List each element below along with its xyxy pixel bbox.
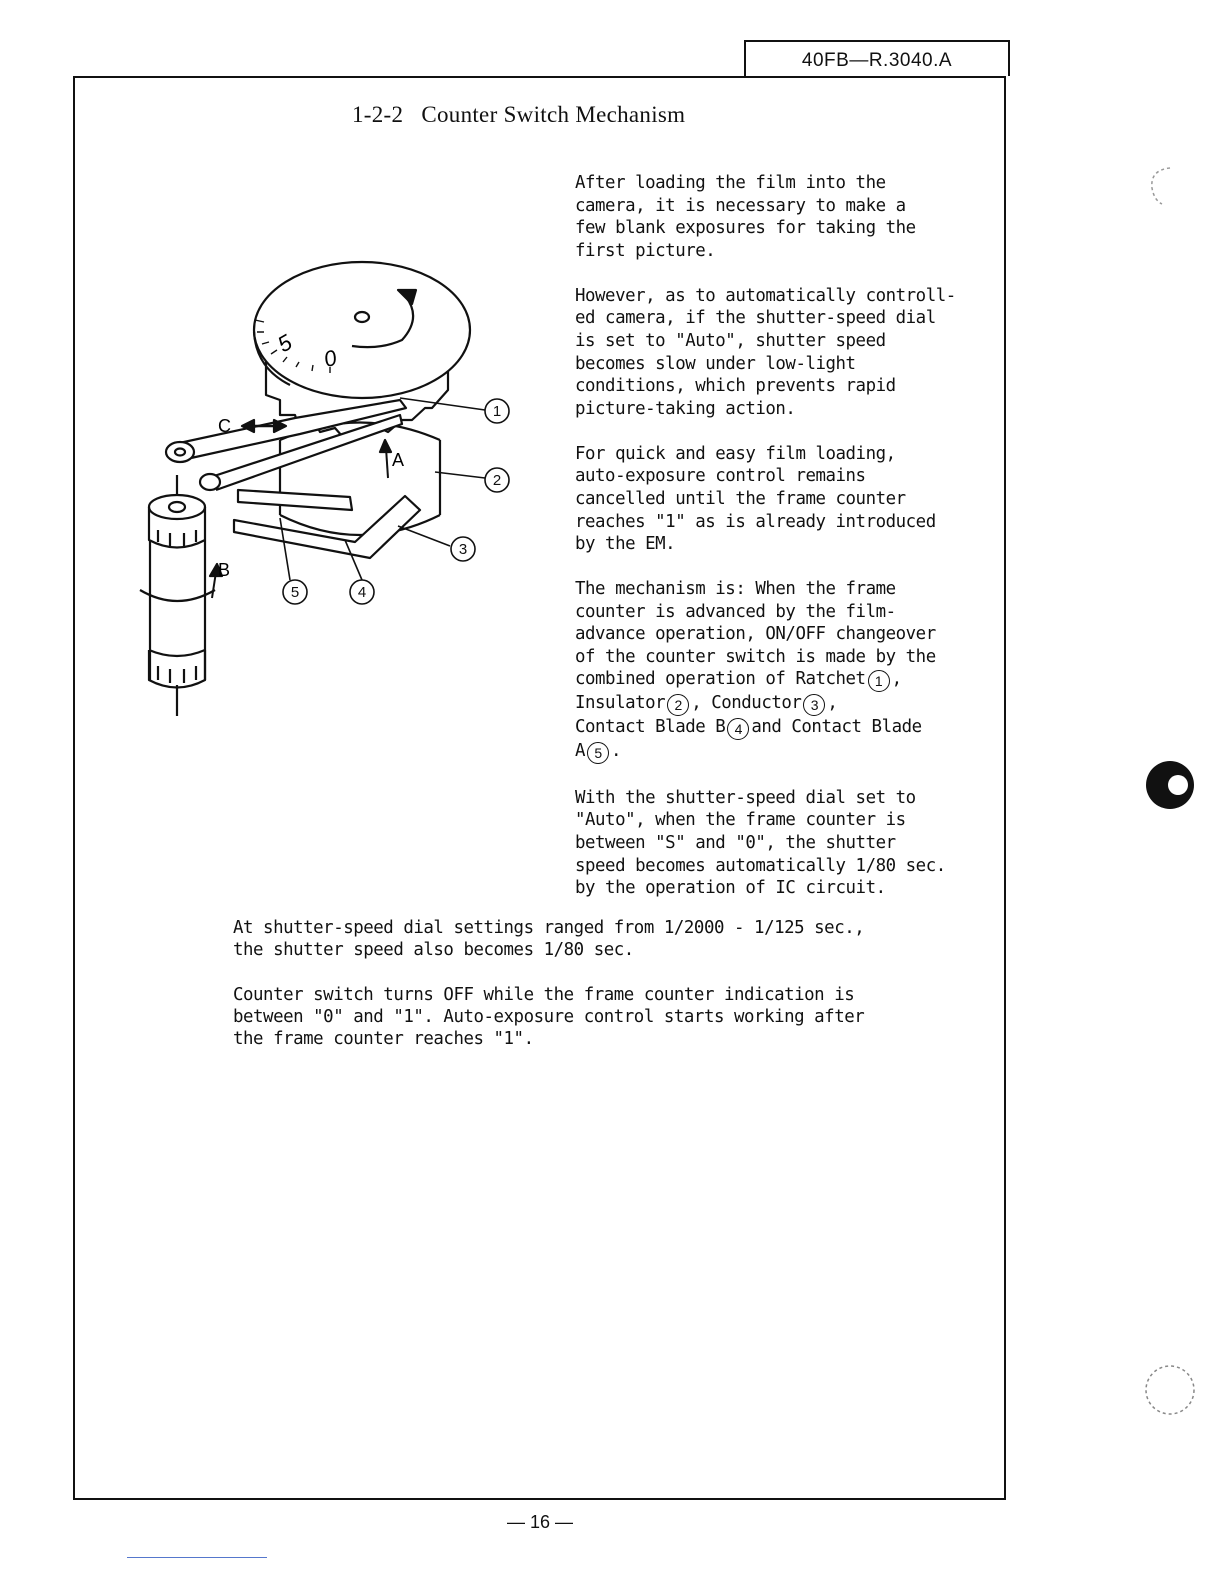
arrow-label-c: C xyxy=(218,416,231,436)
part-contact-blade-a: and Contact Blade xyxy=(751,717,922,738)
paragraph-1: After loading the film into the camera, it is necessary to make a few blank exposures for taking the first picture. xyxy=(575,173,916,261)
part-conductor: , Conductor xyxy=(691,693,802,714)
right-column-text xyxy=(575,172,995,922)
document-code: 40FB—R.3040.A xyxy=(744,40,1010,76)
binder-hole-mark-3 xyxy=(1140,1360,1200,1420)
paragraph-2: However, as to automatically controll- ed camera, if the shutter-speed dial is set to "Auto", shutter speed becomes slow under low-light conditions, which prevents rapid picture-taking action. xyxy=(575,285,956,419)
section-number: 1-2-2 xyxy=(352,102,404,127)
paragraph-3: For quick and easy film loading, auto-exposure control remains cancelled until the frame counter reaches "1" as is already introduced by the EM. xyxy=(575,443,936,555)
bottom-rule xyxy=(127,1557,267,1558)
callout-ref-3: 3 xyxy=(803,694,825,716)
callout-1: 1 xyxy=(492,403,502,420)
part-insulator: Insulator xyxy=(575,693,666,714)
callout-ref-2: 2 xyxy=(667,694,689,716)
callout-3: 3 xyxy=(458,541,468,558)
section-title: Counter Switch Mechanism xyxy=(421,102,686,127)
paragraph-7: Counter switch turns OFF while the frame counter indication is between "0" and "1". Auto-exposure control starts working after the frame counter reaches "1". xyxy=(233,984,865,1049)
callout-ref-4: 4 xyxy=(727,718,749,740)
arrow-label-a: A xyxy=(392,450,405,470)
section-heading xyxy=(352,102,685,128)
callout-5: 5 xyxy=(290,584,300,601)
part-contact-blade-a-letter: A xyxy=(575,741,586,762)
counter-switch-diagram xyxy=(130,250,530,720)
full-width-text xyxy=(233,917,993,1072)
paragraph-4-intro: The mechanism is: When the frame counter is advanced by the film- advance operation, ON/OFF changeover of the counter switch is made by the combined operation of Ratchet xyxy=(575,579,936,690)
page-number: — 16 — xyxy=(506,1512,574,1532)
paragraph-4: The mechanism is: When the frame counter is advanced by the film- advance operation, ON/OFF changeover of the counter switch is made by the combined operation of Ratchet 1 , Insulator 2 , Conductor 3 , Contact Blade B 4 and Contact Blade A 5 . xyxy=(575,578,995,764)
binder-hole-mark-2 xyxy=(1140,755,1200,815)
callout-2: 2 xyxy=(492,472,502,489)
callout-ref-5: 5 xyxy=(587,742,609,764)
paragraph-6: At shutter-speed dial settings ranged from 1/2000 - 1/125 sec., the shutter speed also becomes 1/80 sec. xyxy=(233,918,865,961)
paragraph-5: With the shutter-speed dial set to "Auto", when the frame counter is between "S" and "0", the shutter speed becomes automatically 1/80 sec. by the operation of IC circuit. xyxy=(575,787,946,899)
part-contact-blade-b: Contact Blade B xyxy=(575,717,726,738)
callout-ref-1: 1 xyxy=(868,670,890,692)
binder-hole-mark-1 xyxy=(1140,160,1180,210)
callout-4: 4 xyxy=(357,584,367,601)
arrow-label-b: B xyxy=(218,560,231,580)
dial-mark-5: 5 xyxy=(273,329,297,358)
dial-mark-0: 0 xyxy=(321,344,340,373)
